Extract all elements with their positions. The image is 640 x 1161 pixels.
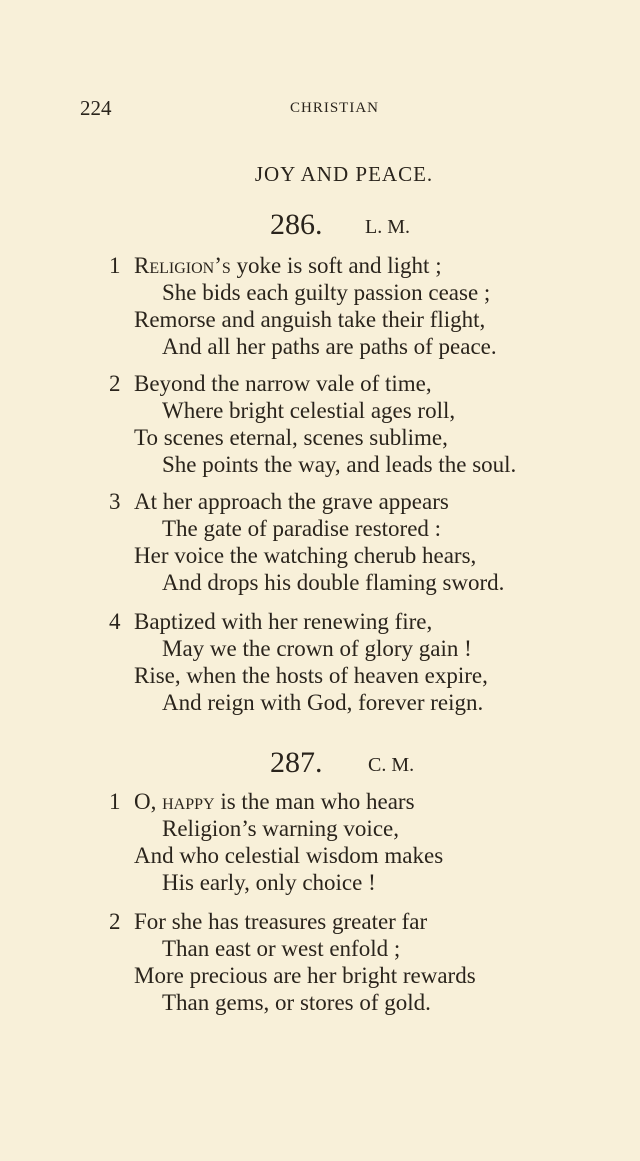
verse-line: Beyond the narrow vale of time, (134, 371, 432, 396)
verse-line (134, 789, 415, 815)
hymn-header (0, 208, 640, 244)
verse-line: She points the way, and leads the soul. (162, 452, 517, 477)
hymn-meter: C. M. (368, 754, 415, 776)
running-title: CHRISTIAN (290, 100, 380, 116)
verse-line: May we the crown of glory gain ! (162, 636, 472, 661)
verse-line: And who celestial wisdom makes (134, 843, 444, 868)
verse-line: For she has treasures greater far (134, 909, 428, 934)
verse-line: Than east or west enfold ; (162, 936, 401, 961)
verse-line: Where bright celestial ages roll, (162, 398, 456, 423)
verse-line: Rise, when the hosts of heaven expire, (134, 663, 488, 688)
verse-line (134, 253, 442, 279)
line-text: is the man who hears (214, 789, 415, 814)
verse-number: 2 (109, 909, 121, 934)
verse-line: To scenes eternal, scenes sublime, (134, 425, 448, 450)
verse-line: Religion’s warning voice, (162, 816, 399, 841)
line-text: yoke is soft and light ; (230, 253, 442, 278)
verse-line: She bids each guilty passion cease ; (162, 280, 491, 305)
verse-line: And drops his double flaming sword. (162, 570, 505, 595)
running-head (0, 96, 640, 120)
hymn-meter: L. M. (365, 216, 410, 238)
first-word: O, (134, 789, 157, 814)
hymn-header (0, 746, 640, 782)
hymn-number: 287. (270, 746, 323, 779)
verse-number: 2 (109, 371, 121, 396)
verse-line: And all her paths are paths of peace. (162, 334, 497, 359)
verse-number: 1 (109, 789, 121, 814)
section-title: JOY AND PEACE. (254, 162, 434, 186)
verse-line: The gate of paradise restored : (162, 516, 442, 541)
verse-line: Her voice the watching cherub hears, (134, 543, 477, 568)
verse-line: Remorse and anguish take their flight, (134, 307, 486, 332)
verse-line: Than gems, or stores of gold. (162, 990, 431, 1015)
verse-line: His early, only choice ! (162, 870, 376, 895)
page-number: 224 (80, 96, 112, 120)
verse-line: At her approach the grave appears (134, 489, 449, 514)
verse-line: And reign with God, forever reign. (162, 690, 484, 715)
verse-line: More precious are her bright rewards (134, 963, 476, 988)
first-word: Religion’s (134, 253, 231, 278)
hymn-number: 286. (270, 208, 323, 241)
small-caps-word: happy (162, 789, 215, 814)
verse-number: 3 (109, 489, 121, 514)
verse-number: 4 (109, 609, 121, 634)
verse-line: Baptized with her renewing fire, (134, 609, 433, 634)
verse-number: 1 (109, 253, 121, 278)
